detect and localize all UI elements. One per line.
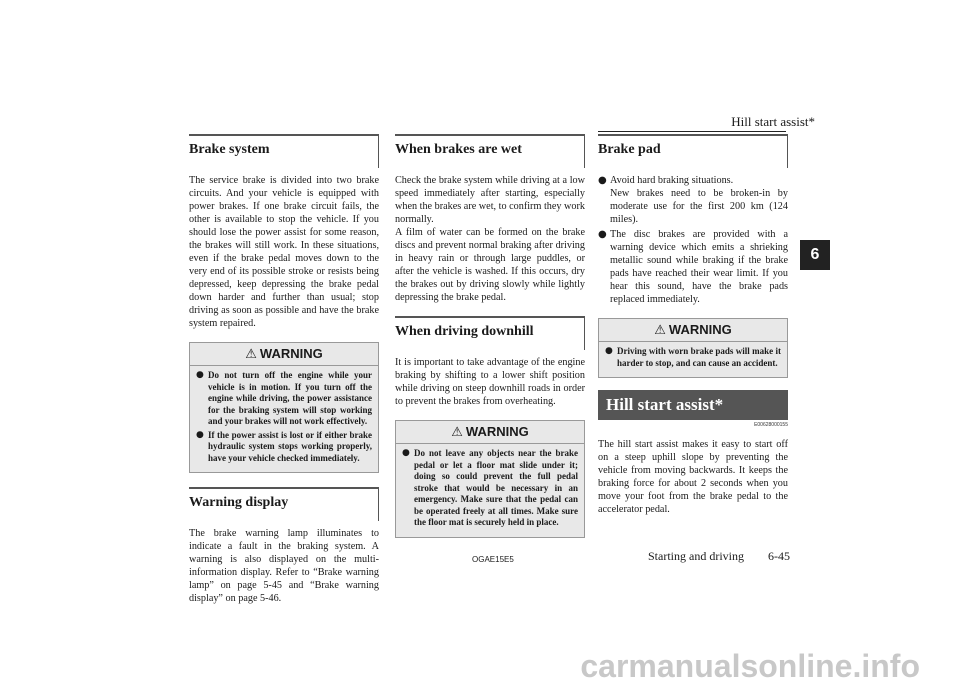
bullet-icon: ● bbox=[196, 429, 204, 440]
reference-code: E00628000155 bbox=[754, 422, 788, 428]
warning-triangle-icon: ⚠ bbox=[451, 424, 463, 439]
section-heading-when-wet: When brakes are wet bbox=[395, 134, 585, 168]
footer-code: OGAE15E5 bbox=[472, 555, 514, 564]
bullet-icon: ● bbox=[598, 175, 607, 186]
warning-box-brake-pad bbox=[598, 318, 788, 378]
column-3 bbox=[598, 134, 788, 516]
warning-item: ● Driving with worn brake pads will make it harder to stop, and can cause an accident. bbox=[605, 346, 781, 368]
warning-box-downhill bbox=[395, 420, 585, 538]
warning-box-brake-system bbox=[189, 342, 379, 473]
warning-label: WARNING bbox=[668, 322, 732, 337]
hill-start-body: The hill start assist makes it easy to start off on a steep uphill slope by preventing the vehicle from moving backwards. It keeps the braking force for about 2 seconds when you move your foot from the brake pedal to the accelerator pedal. bbox=[598, 439, 788, 515]
warning-item: ● If the power assist is lost or if either brake hydraulic system stops working properly, have your vehicle checked immediately. bbox=[196, 429, 372, 463]
footer-section: Starting and driving bbox=[648, 549, 744, 563]
warning-triangle-icon: ⚠ bbox=[245, 346, 257, 361]
bullet-icon: ● bbox=[598, 229, 607, 240]
warning-header bbox=[599, 319, 787, 342]
downhill-body: It is important to take advantage of the engine braking by shifting to a lower shift position while driving on steep downhill roads in order to prevent the brakes from overheating. bbox=[395, 357, 585, 407]
page-number: 6-45 bbox=[768, 549, 790, 563]
brake-system-body: The service brake is divided into two brake circuits. And your vehicle is equipped with power brakes. If one brake circuit fails, the other is available to stop the vehicle. If you should lose the power assist for some reason, the brakes will still work. In these situations, even if the brake pedal moves down to the very end of its possible stroke or resists being depressed, keep depressing the brake pedal down harder and further than usual; stop driving as soon as possible and have the brake system repaired. bbox=[189, 175, 379, 329]
section-heading-brake-system: Brake system bbox=[189, 134, 379, 168]
header-rule bbox=[598, 131, 786, 132]
warning-display-body: The brake warning lamp illuminates to indicate a fault in the braking system. A warning is also displayed on the multi-information display. Refer to “Brake warning lamp” on page 5-45 and “Brake warning display” on page 5-46. bbox=[189, 528, 379, 604]
bullet-icon: ● bbox=[605, 346, 613, 356]
chapter-tab: 6 bbox=[800, 240, 830, 270]
section-heading-brake-pad: Brake pad bbox=[598, 134, 788, 168]
bullet-icon: ● bbox=[402, 448, 410, 458]
column-1 bbox=[189, 134, 379, 605]
warning-item: ● Do not turn off the engine while your vehicle is in motion. If you turn off the engine while driving, the power assistance for the braking system will stop working and your brakes will not work effectively. bbox=[196, 370, 372, 426]
warning-label: WARNING bbox=[465, 424, 529, 439]
list-item: ● Avoid hard braking situations. New brakes need to be broken-in by moderate use for the first 200 km (124 miles). bbox=[598, 175, 788, 225]
warning-item: ● Do not leave any objects near the brake pedal or let a floor mat slide under it; doing so could prevent the full pedal stroke that would be necessary in an emergency. Make sure that the pedal can be operated freely at all times. Make sure the floor mat is securely held in place. bbox=[402, 448, 578, 527]
when-wet-body-2: A film of water can be formed on the brake discs and prevent normal braking after driving in heavy rain or through large puddles, or after the vehicle is washed. If this occurs, dry the brakes out by driving slowly while lightly depressing the brake pedal. bbox=[395, 227, 585, 303]
section-heading-hill-start-assist: Hill start assist* bbox=[598, 390, 788, 420]
warning-header bbox=[396, 421, 584, 444]
watermark: carmanualsonline.info bbox=[580, 648, 920, 684]
warning-triangle-icon: ⚠ bbox=[654, 322, 666, 337]
bullet-icon: ● bbox=[196, 370, 204, 380]
warning-header bbox=[190, 343, 378, 366]
column-2 bbox=[395, 134, 585, 538]
when-wet-body-1: Check the brake system while driving at a low speed immediately after starting, especially when the brakes are wet, to confirm they work normally. bbox=[395, 175, 585, 225]
section-heading-downhill: When driving downhill bbox=[395, 316, 585, 350]
warning-label: WARNING bbox=[259, 346, 323, 361]
list-item: ● The disc brakes are provided with a warning device which emits a shrieking metallic sound while braking if the brake pads have reached their wear limit. If you hear this sound, have the brake pads replaced immediately. bbox=[598, 229, 788, 305]
section-heading-warning-display: Warning display bbox=[189, 487, 379, 521]
running-header: Hill start assist* bbox=[731, 114, 815, 129]
